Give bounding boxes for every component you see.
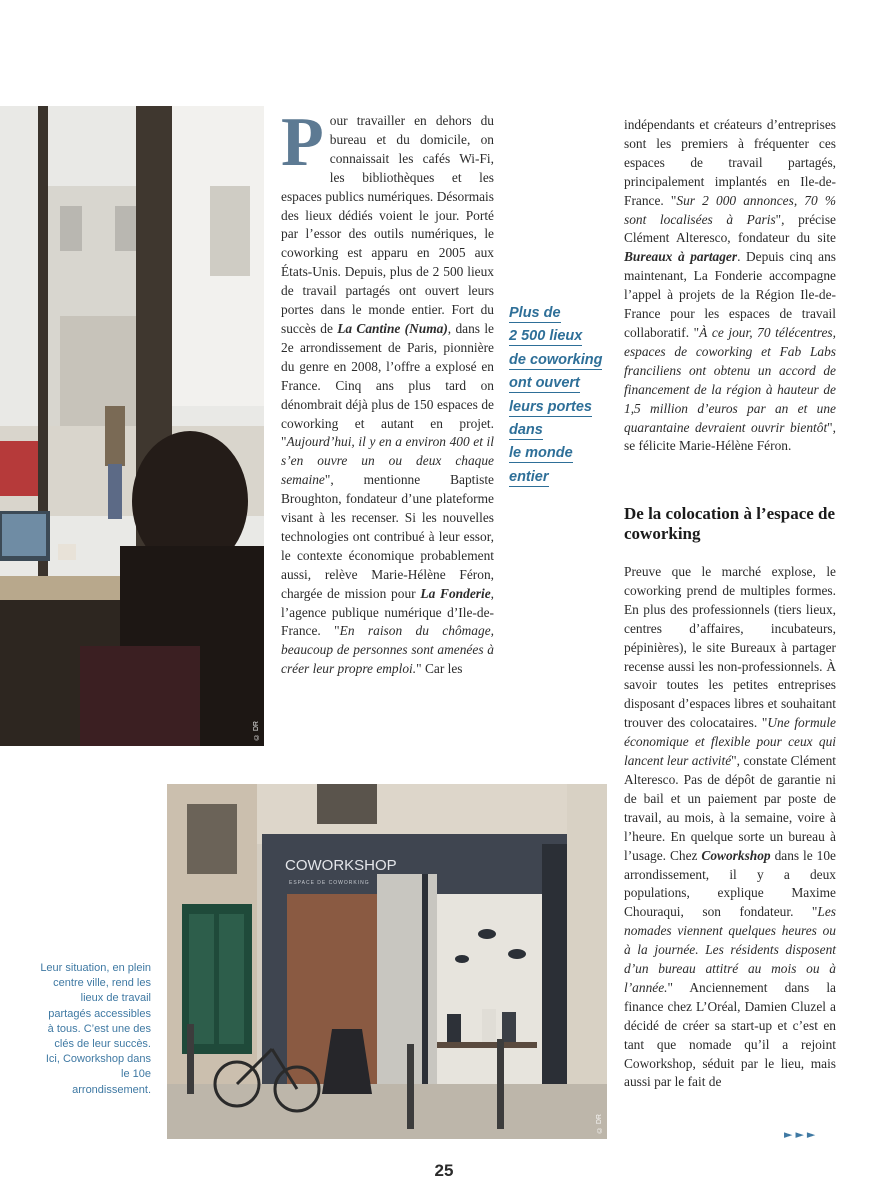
pull-quote-line: dans (509, 422, 543, 439)
col1-run: , l’agence publique numérique d’Ile-de-France. " (281, 585, 495, 639)
col1-run: our travailler en dehors du bureau et du domicile, on connaissait les cafés Wi-Fi, les bibliothèques et les espaces publics numériques. Désormais des lieux dédiés voient le jour. Porté par l’essor des outils numériques, le coworking est apparu en 2005 aux États-Unis. Depuis, plus de 2 500 lieux de travail partagés ont ouvert leurs portes dans le monde entier. Fort du succès de (281, 113, 494, 336)
storefront-sign: COWORKSHOP (285, 857, 397, 874)
photo-credit: © DR (596, 1113, 603, 1133)
col1-run: La Cantine (Numa) (337, 320, 448, 336)
column-3-text (624, 116, 836, 456)
pull-quote (509, 302, 617, 489)
col1-run: Aujourd’hui, il y en a environ 400 et il s’en ouvre un ou deux chaque semaine (281, 434, 494, 488)
col1-run: En raison du chômage, beaucoup de personnes sont amenées à créer leur propre emploi. (281, 623, 494, 677)
col3b-run: Les nomades viennent quelques heures ou à la journée. Les résidents disposent d’un bureau attitré au mois ou à l’année. (624, 904, 836, 995)
col3b-run: " Anciennement dans la finance chez L’Oréal, Damien Cluzel a décidé de créer sa start-up et c’est en tant que nomade qu’il a rejoint Coworkshop, séduit par le lieu, mais aussi par le fait de (624, 979, 836, 1090)
col1-run: , dans le 2e arrondissement de Paris, pionnière du genre en 2008, l’offre a explosé en France. Cinq ans plus tard on dénombrait déjà plus de 150 espaces de coworking et autant en projet. " (281, 320, 494, 450)
column-1-text (281, 104, 495, 677)
col1-run: ", mentionne Baptiste Broughton, fondateur d’une plateforme visant à les recenser. Si les nouvelles technologies ont contribué à leur essor, le contexte économique probablement aussi, relève Marie-Hélène Féron, chargée de mission pour (281, 472, 494, 601)
article-column-1 (281, 104, 495, 679)
photo-credit: © DR (253, 720, 260, 740)
intro-paragraph (281, 104, 495, 679)
col1-run: La Fonderie (420, 585, 491, 601)
photo-coworkshop-storefront (167, 784, 607, 1139)
col3b-run: Preuve que le marché explose, le coworking prend de multiples formes. En plus des professionnels (tiers lieux, centres d’affaires, incubateurs, pépinières), le site Bureaux à partager recense aussi les non-professionnels. À savoir toutes les petites entreprises disposant d’espaces libres et souhaitant trouver des colocataires. " (624, 564, 836, 731)
section-subhead: De la colocation à l’espace de coworking (624, 504, 836, 543)
col3b-run: Une formule économique et flexible pour ceux qui lancent leur activité (624, 715, 836, 769)
article-column-3 (624, 116, 836, 456)
storefront-illustration (167, 784, 607, 1139)
pull-quote-line: leurs portes (509, 398, 592, 415)
pull-quote-line: de coworking (509, 351, 603, 368)
col3-run: ", précise Clément Alteresco, fondateur du site (624, 211, 836, 246)
col3-run: indépendants et créateurs d’entreprises sont les premiers à fréquenter ces espaces de travail partagés, principalement implantés en Ile-de-France. " (624, 117, 836, 208)
continued-arrows: ►►► (784, 1128, 819, 1141)
photo-caption: Leur situation, en plein centre ville, rend les lieux de travail partagés accessibles à tous. C’est une des clés de leur succès. Ici, Coworkshop dans le 10e arrondissement. (40, 962, 151, 1096)
storefront-sign-sub: ESPACE DE COWORKING (289, 880, 370, 886)
column-3b-text (624, 563, 836, 1092)
col3b-run: dans le 10e arrondissement, il y a deux populations, explique Maxime Chouraqui, son fondateur. " (624, 847, 836, 920)
pull-quote-line: entier (509, 468, 549, 485)
col3-run: À ce jour, 70 télécentres, espaces de coworking et Fab Labs franciliens ont obtenu un accord de financement de la région à hauteur de 1,5 million d’euros par an et une quarantaine devraient ouvrir bientôt (624, 324, 836, 435)
col3-run: ", se félicite Marie-Hélène Féron. (624, 419, 836, 454)
pull-quote-line: ont ouvert (509, 375, 580, 392)
pull-quote-line: Plus de (509, 305, 561, 321)
photo-coworker-at-window (0, 106, 264, 746)
col1-run: " Car les (416, 661, 463, 677)
col3b-run: Coworkshop (701, 847, 771, 863)
col3-run: . Depuis cinq ans maintenant, La Fonderie accompagne l’appel à projets de la Région Ile-de-France pour les espaces de travail collaboratif. " (624, 249, 836, 340)
page-number: 25 (434, 1161, 454, 1180)
pull-quote-line: le monde (509, 445, 573, 462)
col3b-run: ", constate Clément Alteresco. Pas de dépôt de garantie ni de bail et un paiement par poste de travail, au mois, à la semaine, voire à l’heure. En quelque sorte un bureau à l’usage. Chez (624, 753, 836, 863)
article-column-3-continued (624, 563, 836, 1092)
drop-cap: P (281, 104, 324, 181)
col3-run: Bureaux à partager (624, 249, 738, 265)
photo-coworker-illustration (0, 106, 264, 746)
pull-quote-line: 2 500 lieux (509, 328, 583, 345)
col3-run: Sur 2 000 annonces, 70 % sont localisées à Paris (624, 192, 837, 227)
